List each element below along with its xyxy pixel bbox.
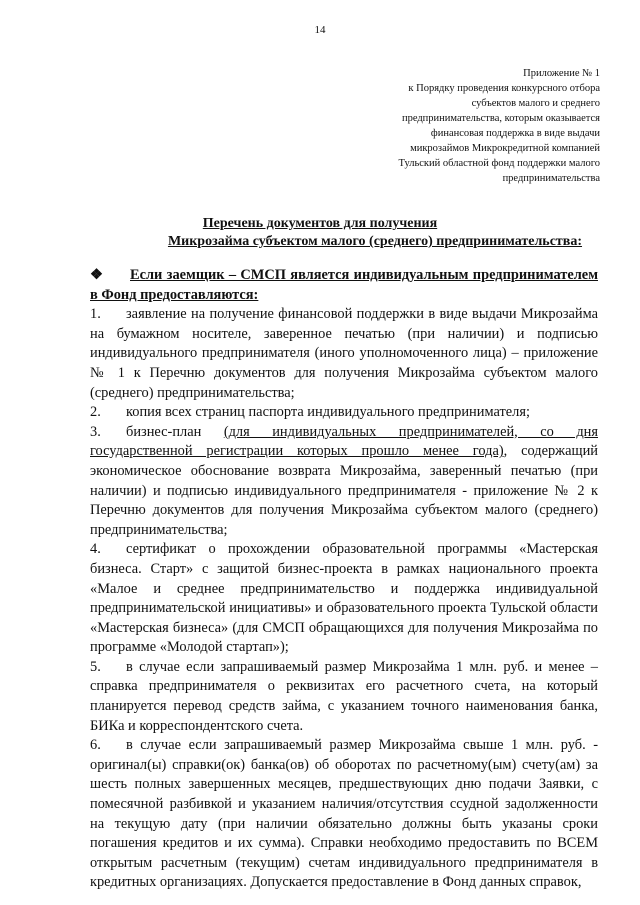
list-item bbox=[90, 736, 598, 893]
appendix-line: микрозаймов Микрокредитной компанией bbox=[410, 143, 600, 154]
page-number: 14 bbox=[314, 24, 326, 36]
item-underlined-text: (для индивидуальных предпринимателей, со дня государственной регистрации которых прошло менее года) bbox=[90, 423, 598, 460]
item-number: 6. bbox=[90, 737, 101, 754]
item-text: копия всех страниц паспорта индивидуального предпринимателя; bbox=[126, 404, 530, 421]
list-item bbox=[90, 540, 598, 658]
title-line-1: Перечень документов для получения bbox=[202, 216, 438, 231]
item-number: 2. bbox=[90, 404, 101, 421]
appendix-line: к Порядку проведения конкурсного отбора bbox=[408, 83, 600, 94]
section-heading-text: Если заемщик – СМСП является индивидуальным предпринимателем в Фонд предоставляются: bbox=[90, 267, 598, 303]
document-title bbox=[0, 215, 640, 251]
document-body bbox=[90, 266, 598, 893]
item-number: 1. bbox=[90, 306, 101, 323]
item-text: заявление на получение финансовой поддержки в виде выдачи Микрозайма на бумажном носителе, заверенное печатью (при наличии) и подписью индивидуального предпринимателя (иного уполномоченного лица) – приложение № 1 к Перечню документов для получения Микрозайма субъектом малого (среднего) предпринимательства; bbox=[90, 306, 598, 401]
list-item bbox=[90, 423, 598, 541]
appendix-line: Тульский областной фонд поддержки малого bbox=[398, 158, 600, 169]
list-item bbox=[90, 403, 598, 423]
item-text-continued: , содержащий экономическое обоснование возврата Микрозайма, заверенный печатью (при наличии) и подписью индивидуального предпринимателя - приложение № 2 к Перечню документов для получения Микрозайма субъектом малого (среднего) предпринимательства; bbox=[90, 443, 598, 538]
list-item bbox=[90, 305, 598, 403]
item-text: сертификат о прохождении образовательной программы «Мастерская бизнеса. Старт» с защитой бизнес-проекта в рамках национального проекта «Малое и среднее предпринимательство и поддержка индивидуальной предпринимательской инициативы» и образовательного проекта Тульской области «Мастерская бизнеса» (для СМСП обращающихся для получения Микрозайма по программе «Молодой стартап»); bbox=[90, 541, 598, 656]
appendix-line: финансовая поддержка в виде выдачи bbox=[430, 128, 600, 139]
item-number: 4. bbox=[90, 541, 101, 558]
appendix-line: субъектов малого и среднего bbox=[471, 98, 600, 109]
list-item bbox=[90, 658, 598, 736]
item-text: в случае если запрашиваемый размер Микрозайма 1 млн. руб. и менее – справка предпринимателя о реквизитах его расчетного счета, на который планируется перевод средств займа, с указанием точного наименования банка, БИКа и корреспондентского счета. bbox=[90, 658, 598, 734]
section-heading bbox=[90, 266, 598, 305]
appendix-line: Приложение № 1 bbox=[523, 68, 600, 79]
title-line-2: Микрозайма субъектом малого (среднего) предпринимательства: bbox=[167, 234, 583, 249]
appendix-line: предпринимательства, которым оказывается bbox=[401, 113, 600, 124]
diamond-bullet-icon: ❖ bbox=[90, 267, 103, 283]
item-text: бизнес-план bbox=[126, 423, 224, 440]
item-number: 5. bbox=[90, 658, 101, 675]
item-text: в случае если запрашиваемый размер Микрозайма свыше 1 млн. руб. - оригинал(ы) справки(ок) банка(ов) об оборотах по расчетному(ым) счету(ам) за шесть полных завершенных месяцев, предшествующих дню подачи Заявки, с помесячной разбивкой и указанием наличия/отсутствия ссудной задолженности на текущую дату (при наличии обязательно должны быть указаны сроки погашения кредитов и их сумма). Справки необходимо предоставить по ВСЕМ открытым расчетным (текущим) счетам индивидуального предпринимателя в кредитных организациях. Допускается предоставление в Фонд данных справок, bbox=[90, 737, 598, 891]
appendix-header bbox=[280, 66, 600, 186]
appendix-line: предпринимательства bbox=[502, 173, 600, 184]
item-number: 3. bbox=[90, 423, 101, 440]
